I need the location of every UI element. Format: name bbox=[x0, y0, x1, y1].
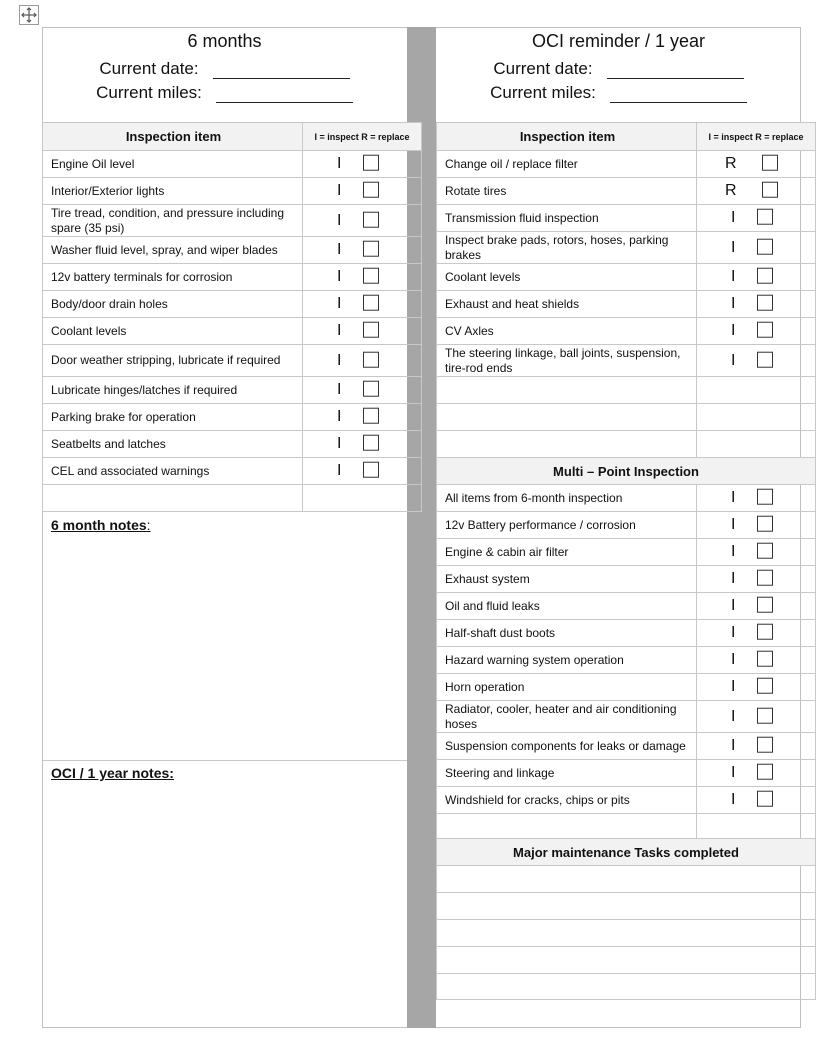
checkbox[interactable] bbox=[363, 241, 379, 257]
inspection-item-label: Horn operation bbox=[437, 674, 697, 701]
action-code: I bbox=[337, 435, 342, 452]
inspection-mark-cell bbox=[697, 291, 816, 318]
inspection-mark-cell bbox=[303, 431, 422, 458]
action-code: I bbox=[337, 241, 342, 258]
checkbox[interactable] bbox=[757, 764, 773, 780]
major-maintenance-title: Major maintenance Tasks completed bbox=[437, 839, 816, 866]
inspection-mark-cell bbox=[303, 291, 422, 318]
table-row bbox=[437, 318, 816, 345]
inspection-item-label: 12v Battery performance / corrosion bbox=[437, 512, 697, 539]
checkbox[interactable] bbox=[363, 435, 379, 451]
inspection-item-label: Body/door drain holes bbox=[43, 291, 303, 318]
table-row bbox=[43, 264, 422, 291]
maintenance-row[interactable] bbox=[437, 866, 816, 893]
header-legend: I = inspect R = replace bbox=[697, 123, 816, 151]
table-row bbox=[437, 512, 816, 539]
inspection-mark-cell bbox=[697, 345, 816, 377]
checkbox[interactable] bbox=[757, 238, 773, 254]
checkbox[interactable] bbox=[757, 543, 773, 559]
action-code: I bbox=[337, 155, 342, 172]
six-month-notes-title: 6 month notes bbox=[51, 517, 147, 533]
inspection-mark-cell bbox=[303, 205, 422, 237]
inspection-item-label: Half-shaft dust boots bbox=[437, 620, 697, 647]
table-row bbox=[437, 151, 816, 178]
inspection-item-label: CEL and associated warnings bbox=[43, 458, 303, 485]
checkbox[interactable] bbox=[363, 182, 379, 198]
inspection-mark-cell bbox=[303, 345, 422, 377]
inspection-item-label: The steering linkage, ball joints, suspension, tire-rod ends bbox=[437, 345, 697, 377]
checkbox[interactable] bbox=[363, 322, 379, 338]
checkbox[interactable] bbox=[363, 408, 379, 424]
action-code: I bbox=[731, 678, 736, 695]
action-code: I bbox=[337, 408, 342, 425]
move-arrows-icon bbox=[21, 7, 37, 23]
major-maintenance-section-header bbox=[437, 839, 816, 866]
inspection-mark-cell bbox=[303, 404, 422, 431]
oci-current-miles-line bbox=[436, 79, 801, 103]
action-code: I bbox=[337, 381, 342, 398]
maintenance-row[interactable] bbox=[437, 893, 816, 920]
inspection-mark-cell bbox=[303, 377, 422, 404]
oci-column bbox=[436, 27, 804, 1000]
checkbox[interactable] bbox=[757, 651, 773, 667]
inspection-mark-cell bbox=[303, 264, 422, 291]
table-row bbox=[43, 431, 422, 458]
checkbox[interactable] bbox=[363, 381, 379, 397]
oci-table bbox=[436, 122, 816, 1000]
inspection-mark-cell bbox=[697, 620, 816, 647]
table-row bbox=[437, 760, 816, 787]
oci-notes-title: OCI / 1 year notes: bbox=[51, 765, 174, 781]
action-code: I bbox=[731, 489, 736, 506]
table-row-empty bbox=[437, 377, 816, 404]
table-header-row bbox=[43, 123, 422, 151]
action-code: I bbox=[731, 570, 736, 587]
table-row bbox=[437, 620, 816, 647]
action-code: I bbox=[731, 597, 736, 614]
inspection-mark-cell bbox=[303, 458, 422, 485]
inspection-item-label: Interior/Exterior lights bbox=[43, 178, 303, 205]
action-code: I bbox=[731, 322, 736, 339]
table-row bbox=[43, 291, 422, 318]
six-month-header bbox=[42, 27, 407, 122]
table-row-empty bbox=[437, 404, 816, 431]
inspection-mark-cell bbox=[303, 151, 422, 178]
current-date-field[interactable] bbox=[213, 60, 350, 79]
checkbox[interactable] bbox=[762, 182, 778, 198]
action-code: I bbox=[731, 791, 736, 808]
inspection-mark-cell bbox=[697, 178, 816, 205]
inspection-mark-cell bbox=[697, 733, 816, 760]
table-row bbox=[437, 566, 816, 593]
action-code: I bbox=[731, 295, 736, 312]
checkbox[interactable] bbox=[363, 155, 379, 171]
checkbox[interactable] bbox=[363, 462, 379, 478]
inspection-item-label: Exhaust system bbox=[437, 566, 697, 593]
inspection-item-label: Inspect brake pads, rotors, hoses, parking brakes bbox=[437, 232, 697, 264]
table-row bbox=[43, 345, 422, 377]
oci-current-date-line bbox=[436, 55, 801, 79]
checkbox[interactable] bbox=[363, 211, 379, 227]
inspection-item-label: Engine Oil level bbox=[43, 151, 303, 178]
inspection-mark-cell bbox=[697, 647, 816, 674]
inspection-item-label: Parking brake for operation bbox=[43, 404, 303, 431]
action-code: I bbox=[337, 351, 342, 369]
table-row bbox=[437, 264, 816, 291]
checkbox[interactable] bbox=[757, 737, 773, 753]
checkbox[interactable] bbox=[757, 678, 773, 694]
table-header-row bbox=[437, 123, 816, 151]
inspection-item-label: Coolant levels bbox=[437, 264, 697, 291]
table-row bbox=[43, 377, 422, 404]
inspection-mark-cell bbox=[303, 318, 422, 345]
six-month-notes[interactable]: 6 month notes: bbox=[43, 513, 407, 761]
checkbox[interactable] bbox=[363, 268, 379, 284]
six-month-title: 6 months bbox=[187, 31, 262, 51]
current-miles-field[interactable] bbox=[216, 84, 353, 103]
checkbox[interactable] bbox=[757, 791, 773, 807]
inspection-mark-cell bbox=[697, 566, 816, 593]
action-code: I bbox=[731, 351, 736, 369]
inspection-item-label: Coolant levels bbox=[43, 318, 303, 345]
oci-current-date-field[interactable] bbox=[607, 60, 744, 79]
table-row bbox=[43, 458, 422, 485]
table-row bbox=[43, 237, 422, 264]
table-row bbox=[437, 205, 816, 232]
six-month-table bbox=[42, 122, 422, 512]
action-code: I bbox=[337, 462, 342, 479]
header-legend: I = inspect R = replace bbox=[303, 123, 422, 151]
table-row bbox=[437, 733, 816, 760]
inspection-item-label: All items from 6-month inspection bbox=[437, 485, 697, 512]
table-row bbox=[437, 291, 816, 318]
table-row bbox=[437, 647, 816, 674]
inspection-mark-cell bbox=[697, 151, 816, 178]
table-row bbox=[43, 318, 422, 345]
action-code: I bbox=[337, 295, 342, 312]
inspection-item-label: Oil and fluid leaks bbox=[437, 593, 697, 620]
maintenance-row[interactable] bbox=[437, 920, 816, 947]
action-code: I bbox=[731, 737, 736, 754]
inspection-item-label: Engine & cabin air filter bbox=[437, 539, 697, 566]
table-row-empty bbox=[43, 485, 422, 512]
table-row bbox=[43, 151, 422, 178]
table-row bbox=[43, 178, 422, 205]
current-miles-line bbox=[42, 79, 407, 103]
inspection-item-label: Seatbelts and latches bbox=[43, 431, 303, 458]
inspection-mark-cell bbox=[697, 701, 816, 733]
multi-point-title: Multi – Point Inspection bbox=[437, 458, 816, 485]
action-code: I bbox=[337, 322, 342, 339]
oci-current-miles-label: Current miles: bbox=[490, 83, 596, 102]
checkbox[interactable] bbox=[363, 351, 379, 367]
inspection-item-label: Hazard warning system operation bbox=[437, 647, 697, 674]
inspection-item-label: Radiator, cooler, heater and air conditioning hoses bbox=[437, 701, 697, 733]
table-row-empty bbox=[437, 431, 816, 458]
oci-title: OCI reminder / 1 year bbox=[531, 31, 706, 51]
action-code: I bbox=[337, 182, 342, 199]
inspection-item-label: Exhaust and heat shields bbox=[437, 291, 697, 318]
inspection-item-label: Tire tread, condition, and pressure including spare (35 psi) bbox=[43, 205, 303, 237]
inspection-mark-cell bbox=[303, 178, 422, 205]
table-row bbox=[437, 674, 816, 701]
inspection-item-label: 12v battery terminals for corrosion bbox=[43, 264, 303, 291]
checkbox[interactable] bbox=[757, 597, 773, 613]
action-code: I bbox=[731, 209, 736, 226]
table-row bbox=[437, 539, 816, 566]
inspection-item-label: Change oil / replace filter bbox=[437, 151, 697, 178]
action-code: I bbox=[731, 707, 736, 725]
table-row bbox=[437, 485, 816, 512]
oci-notes[interactable] bbox=[43, 761, 407, 1027]
inspection-mark-cell bbox=[697, 232, 816, 264]
table-row bbox=[437, 178, 816, 205]
inspection-item-label: Transmission fluid inspection bbox=[437, 205, 697, 232]
inspection-item-label: Windshield for cracks, chips or pits bbox=[437, 787, 697, 814]
action-code: R bbox=[725, 182, 737, 199]
checkbox[interactable] bbox=[757, 707, 773, 723]
current-miles-label: Current miles: bbox=[96, 83, 202, 102]
table-row bbox=[43, 404, 422, 431]
current-date-label: Current date: bbox=[99, 59, 199, 78]
inspection-mark-cell bbox=[697, 760, 816, 787]
action-code: I bbox=[731, 764, 736, 781]
table-row bbox=[43, 205, 422, 237]
table-row bbox=[437, 701, 816, 733]
inspection-mark-cell bbox=[697, 674, 816, 701]
header-inspection-item: Inspection item bbox=[43, 123, 303, 151]
action-code: I bbox=[731, 651, 736, 668]
action-code: I bbox=[337, 268, 342, 285]
inspection-item-label: Suspension components for leaks or damage bbox=[437, 733, 697, 760]
checkbox[interactable] bbox=[757, 295, 773, 311]
inspection-mark-cell bbox=[697, 205, 816, 232]
table-row bbox=[437, 232, 816, 264]
action-code: I bbox=[731, 624, 736, 641]
checkbox[interactable] bbox=[757, 489, 773, 505]
inspection-mark-cell bbox=[697, 539, 816, 566]
inspection-mark-cell bbox=[697, 512, 816, 539]
table-row-empty bbox=[437, 814, 816, 839]
inspection-item-label: Steering and linkage bbox=[437, 760, 697, 787]
checkbox[interactable] bbox=[757, 570, 773, 586]
checkbox[interactable] bbox=[757, 516, 773, 532]
table-move-handle[interactable] bbox=[19, 5, 39, 25]
action-code: I bbox=[731, 543, 736, 560]
inspection-mark-cell bbox=[303, 237, 422, 264]
table-row bbox=[437, 593, 816, 620]
checkbox[interactable] bbox=[762, 155, 778, 171]
action-code: I bbox=[337, 211, 342, 229]
action-code: I bbox=[731, 238, 736, 256]
action-code: I bbox=[731, 516, 736, 533]
checkbox[interactable] bbox=[757, 322, 773, 338]
checkbox[interactable] bbox=[757, 268, 773, 284]
table-row bbox=[437, 345, 816, 377]
action-code: I bbox=[731, 268, 736, 285]
inspection-mark-cell bbox=[697, 787, 816, 814]
header-inspection-item: Inspection item bbox=[437, 123, 697, 151]
inspection-item-label: CV Axles bbox=[437, 318, 697, 345]
current-date-line bbox=[42, 55, 407, 79]
six-month-column bbox=[42, 27, 410, 512]
oci-current-miles-field[interactable] bbox=[610, 84, 747, 103]
inspection-item-label: Washer fluid level, spray, and wiper blades bbox=[43, 237, 303, 264]
oci-header bbox=[436, 27, 801, 122]
maintenance-row[interactable] bbox=[437, 974, 816, 1000]
checkbox[interactable] bbox=[363, 295, 379, 311]
inspection-item-label: Rotate tires bbox=[437, 178, 697, 205]
table-row bbox=[437, 787, 816, 814]
action-code: R bbox=[725, 155, 737, 172]
inspection-mark-cell bbox=[697, 264, 816, 291]
maintenance-row[interactable] bbox=[437, 947, 816, 974]
inspection-item-label: Door weather stripping, lubricate if required bbox=[43, 345, 303, 377]
inspection-mark-cell bbox=[697, 318, 816, 345]
inspection-mark-cell bbox=[697, 593, 816, 620]
checkbox[interactable] bbox=[757, 351, 773, 367]
multi-point-section-header bbox=[437, 458, 816, 485]
oci-current-date-label: Current date: bbox=[493, 59, 593, 78]
checkbox[interactable] bbox=[757, 624, 773, 640]
checkbox[interactable] bbox=[757, 209, 773, 225]
inspection-item-label: Lubricate hinges/latches if required bbox=[43, 377, 303, 404]
inspection-mark-cell bbox=[697, 485, 816, 512]
